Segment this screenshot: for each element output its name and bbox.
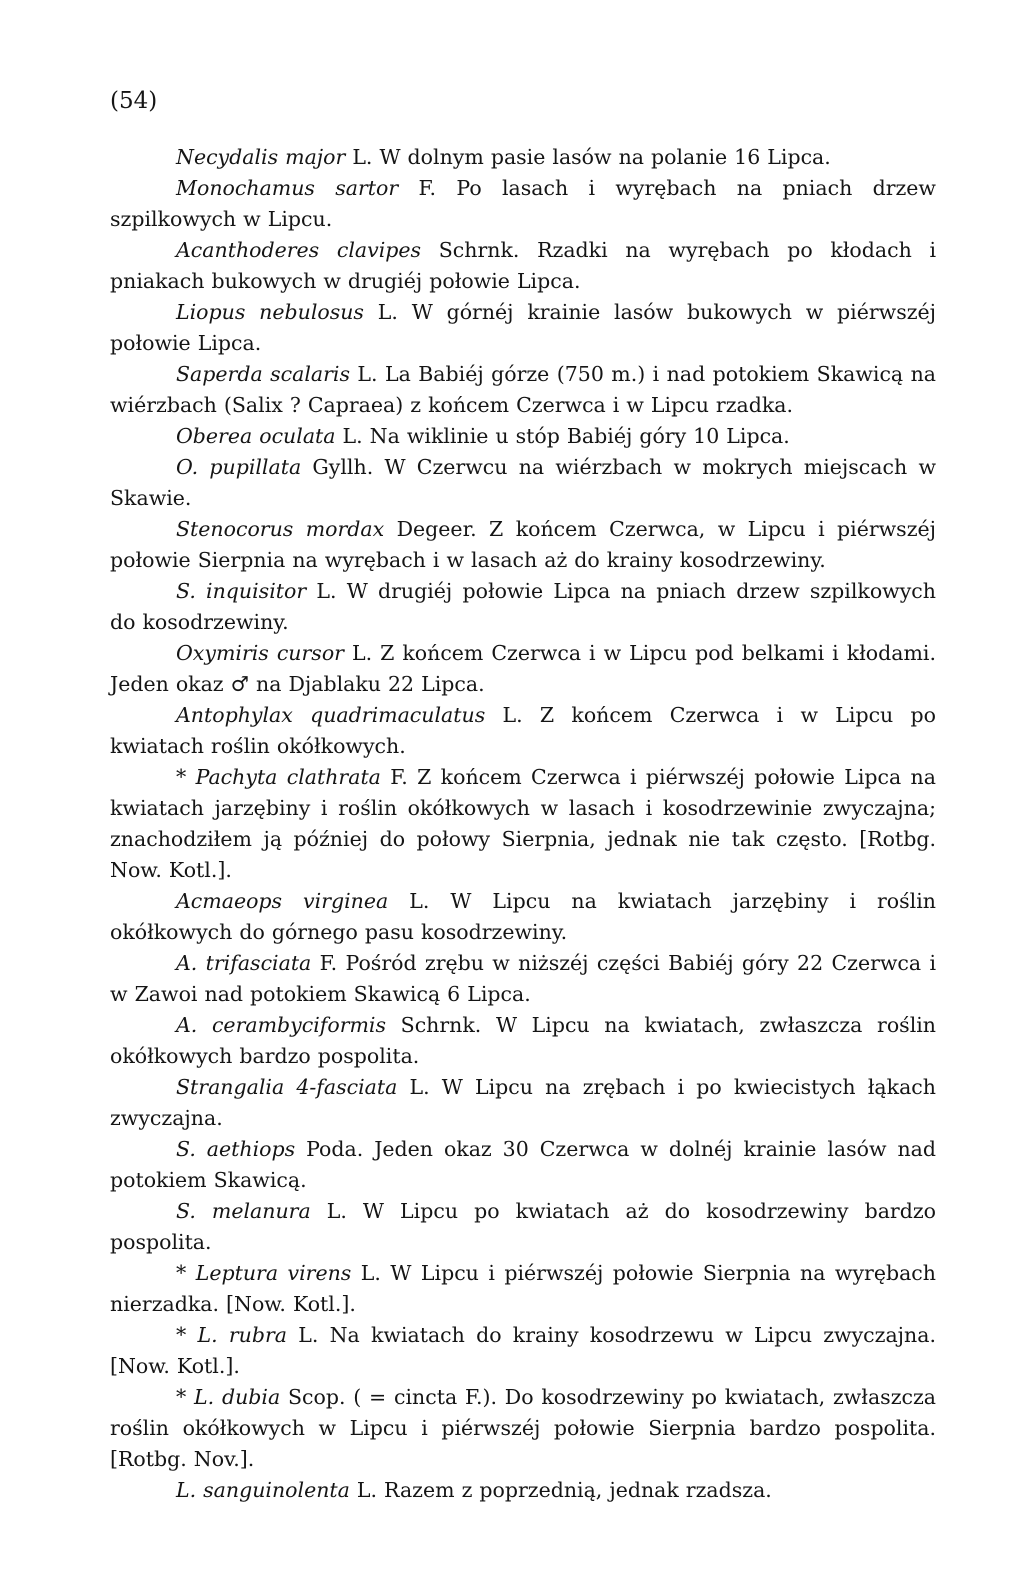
species-description: Po lasach i wyrębach na pniach drzew szpilkowych w Lipcu.: [110, 176, 936, 231]
page-number: (54): [110, 88, 158, 114]
species-name: L. sanguinolenta: [176, 1478, 350, 1502]
species-entry: [110, 638, 936, 700]
species-author: L.: [397, 1075, 430, 1099]
species-entry: [110, 1072, 936, 1134]
species-entry: [110, 359, 936, 421]
species-entry: [110, 421, 936, 452]
species-description: ( = cincta F.). Do kosodrzewiny po kwiatach, zwłaszcza roślin okółkowych w Lipcu i piérwszéj połowie Sierpnia bardzo pospolita. [Rotbg. Nov.].: [110, 1385, 936, 1471]
species-entry: [110, 173, 936, 235]
species-entry: [110, 762, 936, 886]
species-description: Rzadki na wyrębach po kłodach i pniakach bukowych w drugiéj połowie Lipca.: [110, 238, 937, 293]
species-name: A. trifasciata: [176, 951, 312, 975]
species-entry: [110, 235, 936, 297]
species-entry: [110, 1475, 936, 1506]
species-author: F.: [311, 951, 338, 975]
species-name: Stenocorus mordax: [176, 517, 385, 541]
species-description: Pośród zrębu w niższéj części Babiéj góry 22 Czerwca i w Zawoi nad potokiem Skawicą 6 Lipca.: [110, 951, 936, 1006]
species-author: L.: [335, 424, 363, 448]
species-list: [110, 142, 936, 1506]
species-entry: [110, 700, 936, 762]
species-description: Razem z poprzednią, jednak rzadsza.: [377, 1478, 772, 1502]
species-name: Leptura virens: [195, 1261, 352, 1285]
asterisk-marker: *: [176, 1261, 196, 1285]
species-description: W Czerwcu na wiérzbach w mokrych miejscach w Skawie.: [110, 455, 936, 510]
species-author: L.: [485, 703, 523, 727]
species-name: Pachyta clathrata: [195, 765, 381, 789]
species-name: Necydalis major: [176, 145, 346, 169]
species-author: L.: [310, 1199, 347, 1223]
species-name: Saperda scalaris: [176, 362, 350, 386]
species-entry: [110, 142, 936, 173]
species-description: Na kwiatach do krainy kosodrzewu w Lipcu zwyczajna. [Now. Kotl.].: [110, 1323, 936, 1378]
species-author: Schrnk.: [421, 238, 520, 262]
species-description: W Lipcu na kwiatach jarzębiny i roślin okółkowych do górnego pasu kosodrzewiny.: [110, 889, 936, 944]
species-description: W Lipcu na kwiatach, zwłaszcza roślin okółkowych bardzo pospolita.: [110, 1013, 937, 1068]
species-name: L. dubia: [194, 1385, 281, 1409]
species-name: S. aethiops: [176, 1137, 296, 1161]
species-name: Oxymiris cursor: [176, 641, 344, 665]
species-name: Acmaeops virginea: [176, 889, 389, 913]
species-description: Z końcem Czerwca i w Lipcu po kwiatach roślin okółkowych.: [110, 703, 936, 758]
species-author: L.: [345, 145, 373, 169]
species-name: Liopus nebulosus: [176, 300, 364, 324]
species-description: Z końcem Czerwca i w Lipcu pod belkami i kłodami. Jeden okaz ♂ na Djablaku 22 Lipca.: [110, 641, 936, 696]
species-name: L. rubra: [197, 1323, 287, 1347]
species-author: L.: [363, 300, 398, 324]
species-name: Antophylax quadrimaculatus: [176, 703, 486, 727]
species-author: Gyllh.: [301, 455, 374, 479]
asterisk-marker: *: [176, 1323, 198, 1347]
species-author: L.: [343, 641, 373, 665]
species-name: S. inquisitor: [176, 579, 307, 603]
species-author: Degeer.: [384, 517, 477, 541]
species-name: A. cerambyciformis: [176, 1013, 387, 1037]
species-author: F.: [380, 765, 408, 789]
species-author: Scop.: [280, 1385, 346, 1409]
species-author: L.: [388, 889, 430, 913]
species-entry: [110, 1320, 936, 1382]
species-description: Z końcem Czerwca, w Lipcu i piérwszéj połowie Sierpnia na wyrębach i w lasach aż do krainy kosodrzewiny.: [110, 517, 936, 572]
species-description: Jeden okaz 30 Czerwca w dolnéj krainie lasów nad potokiem Skawicą.: [110, 1137, 937, 1192]
species-entry: [110, 1258, 936, 1320]
species-entry: [110, 948, 936, 1010]
species-description: W dolnym pasie lasów na polanie 16 Lipca.: [372, 145, 831, 169]
asterisk-marker: *: [176, 1385, 195, 1409]
species-name: Strangalia 4-fasciata: [176, 1075, 398, 1099]
species-entry: [110, 514, 936, 576]
species-description: Z końcem Czerwca i piérwszéj połowie Lipca na kwiatach jarzębiny i roślin okółkowych w lasach i kosodrzewinie zwyczajna; znachodziłem ją później do połowy Sierpnia, jednak nie tak często. [Rotbg. Now. Kotl.].: [110, 765, 936, 882]
species-author: L.: [351, 1261, 381, 1285]
species-description: La Babiéj górze (750 m.) i nad potokiem Skawicą na wiérzbach (Salix ? Capraea) z końcem Czerwca i w Lipcu rzadka.: [110, 362, 936, 417]
species-description: W Lipcu po kwiatach aż do kosodrzewiny bardzo pospolita.: [110, 1199, 936, 1254]
species-description: W górnéj krainie lasów bukowych w piérwszéj połowie Lipca.: [110, 300, 936, 355]
species-entry: [110, 1010, 936, 1072]
species-entry: [110, 1196, 936, 1258]
species-author: L.: [287, 1323, 319, 1347]
species-entry: [110, 452, 936, 514]
species-description: Na wiklinie u stóp Babiéj góry 10 Lipca.: [362, 424, 790, 448]
species-author: L.: [306, 579, 337, 603]
species-author: L.: [349, 1478, 378, 1502]
species-entry: [110, 1382, 936, 1475]
species-description: W drugiéj połowie Lipca na pniach drzew szpilkowych do kosodrzewiny.: [110, 579, 936, 634]
species-entry: [110, 886, 936, 948]
species-name: S. melanura: [176, 1199, 311, 1223]
species-name: Acanthoderes clavipes: [176, 238, 422, 262]
species-author: Poda.: [295, 1137, 364, 1161]
species-entry: [110, 576, 936, 638]
species-entry: [110, 1134, 936, 1196]
species-author: F.: [398, 176, 437, 200]
species-name: Monochamus sartor: [176, 176, 399, 200]
species-name: O. pupillata: [176, 455, 302, 479]
species-author: Schrnk.: [386, 1013, 482, 1037]
species-description: W Lipcu i piérwszéj połowie Sierpnia na wyrębach nierzadka. [Now. Kotl.].: [110, 1261, 936, 1316]
species-name: Oberea oculata: [176, 424, 336, 448]
species-author: L.: [349, 362, 378, 386]
species-description: W Lipcu na zrębach i po kwiecistych łąkach zwyczajna.: [110, 1075, 936, 1130]
species-entry: [110, 297, 936, 359]
asterisk-marker: *: [176, 765, 196, 789]
